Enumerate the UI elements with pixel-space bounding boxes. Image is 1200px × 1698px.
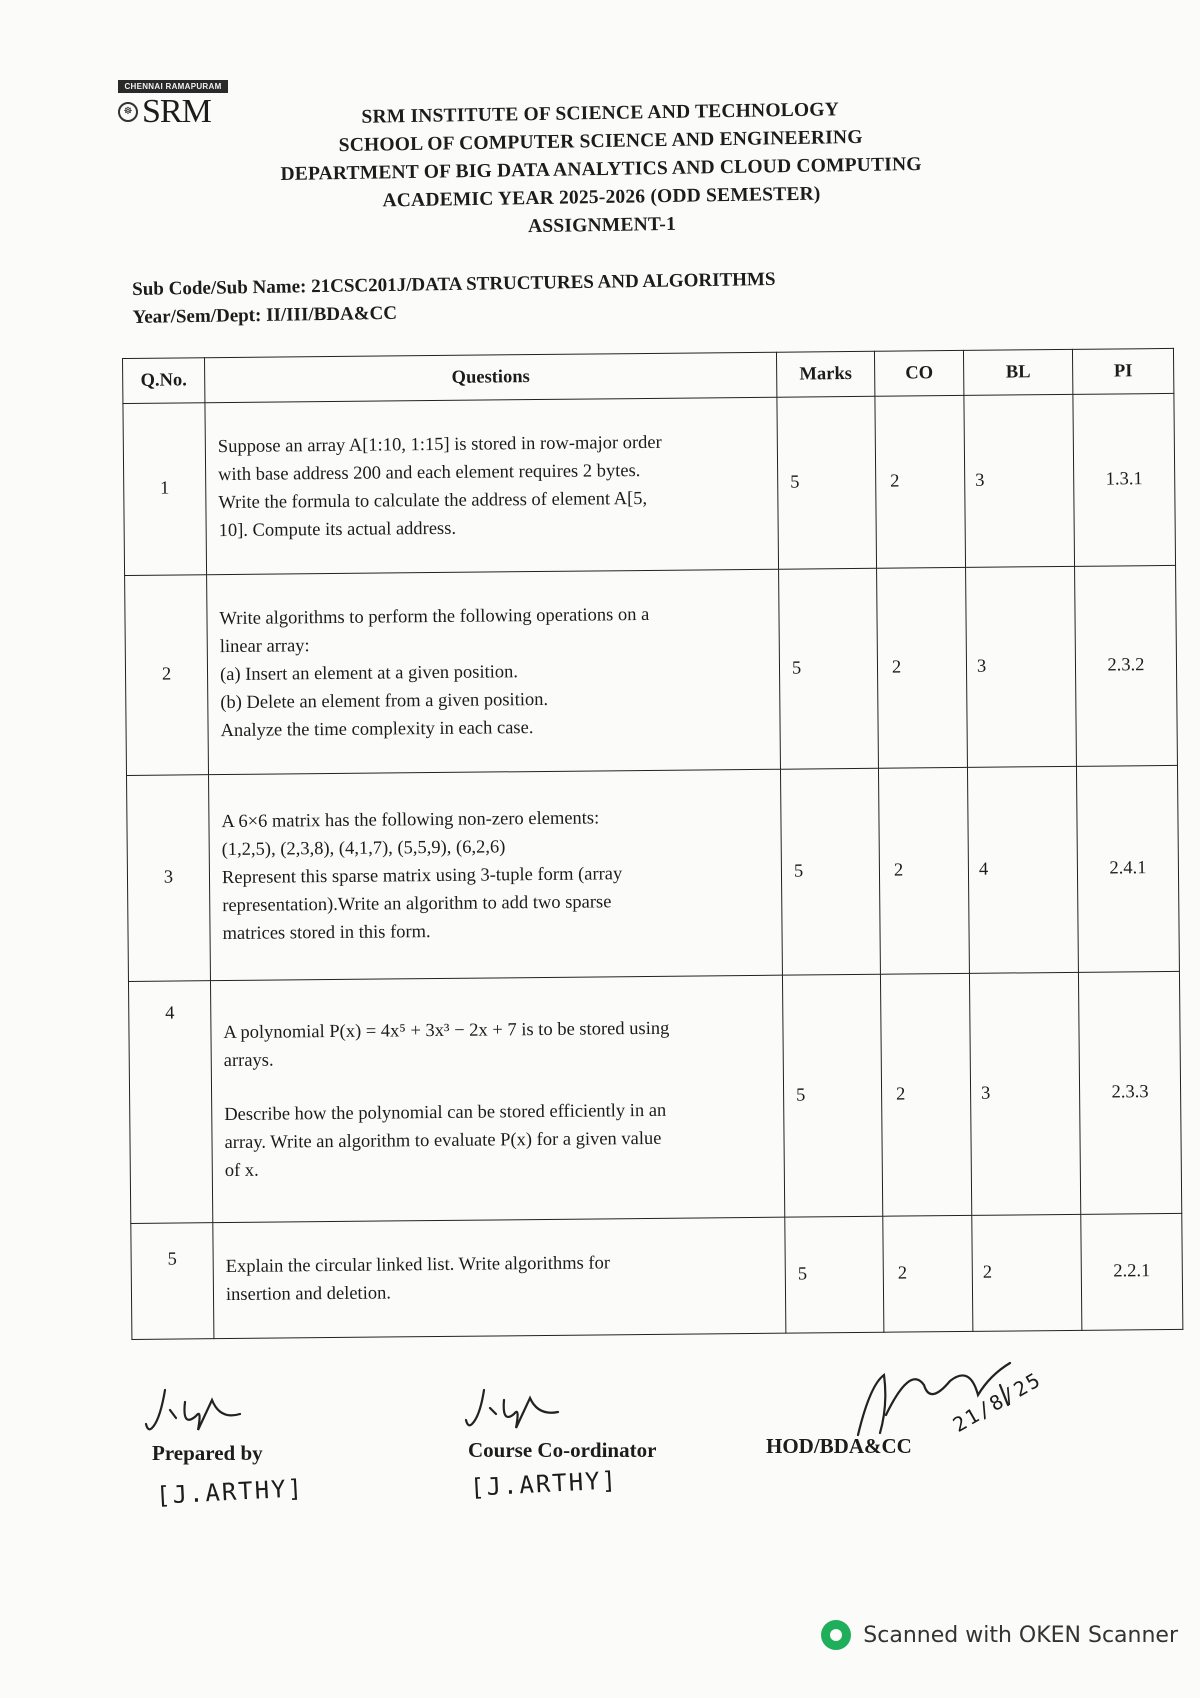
question-text (205, 397, 779, 574)
question-line: (b) Delete an element from a given position. (220, 689, 549, 713)
question-text (213, 1217, 786, 1338)
coordinator-name: [J.ARTHY] (469, 1466, 619, 1502)
question-line: insertion and deletion. (225, 1282, 392, 1305)
department-name: DEPARTMENT OF BIG DATA ANALYTICS AND CLOUD COMPUTING (280, 153, 922, 186)
hod-label: HOD/BDA&CC (766, 1434, 912, 1458)
marks-value: 5 (779, 568, 879, 769)
logo-name: SRM (142, 93, 211, 130)
scanner-text: Scanned with OKEN Scanner (863, 1622, 1178, 1648)
questions-table (122, 348, 1183, 1340)
bl-value: 4 (967, 766, 1078, 973)
header-questions: Questions (205, 352, 777, 402)
marks-value: 5 (780, 768, 880, 975)
srm-emblem-icon: ☸ (118, 102, 138, 122)
question-text (210, 975, 784, 1222)
bl-value: 3 (969, 972, 1080, 1215)
question-number: 4 (128, 981, 212, 1224)
scanner-watermark (821, 1620, 1178, 1650)
question-number: 2 (125, 575, 209, 776)
question-number: 5 (131, 1223, 214, 1340)
question-line: Suppose an array A[1:10, 1:15] is stored in row-major order (217, 432, 662, 457)
table-row (127, 765, 1180, 981)
bl-value: 3 (966, 566, 1077, 767)
assignment-title: ASSIGNMENT-1 (527, 213, 677, 238)
header-co: CO (874, 350, 963, 396)
question-line: arrays. (223, 1050, 274, 1071)
bl-value: 2 (972, 1214, 1082, 1331)
subject-info (132, 266, 776, 332)
pi-value: 2.3.2 (1075, 565, 1178, 766)
table-row (128, 971, 1181, 1223)
question-line: A polynomial P(x) = 4x⁵ + 3x³ − 2x + 7 is to be stored using (223, 1018, 670, 1043)
question-line: Represent this sparse matrix using 3-tuple form (array (221, 863, 623, 888)
question-line: matrices stored in this form. (222, 921, 431, 944)
document-header (0, 91, 1200, 250)
year-sem-dept-line: Year/Sem/Dept: II/III/BDA&CC (132, 302, 398, 328)
question-line: Write algorithms to perform the following operations on a (219, 604, 650, 629)
table-row (125, 565, 1178, 775)
coordinator-label: Course Co-ordinator (468, 1438, 657, 1462)
prepared-by-name: [J.ARTHY] (155, 1474, 305, 1510)
question-line: array. Write an algorithm to evaluate P(x) for a given value (224, 1128, 662, 1153)
marks-value: 5 (782, 974, 882, 1217)
question-text (209, 769, 783, 980)
question-line: with base address 200 and each element requires 2 bytes. (218, 460, 641, 485)
questions-table-wrapper (122, 348, 1183, 1340)
academic-year: ACADEMIC YEAR 2025-2026 (ODD SEMESTER) (382, 183, 821, 212)
header-marks: Marks (776, 351, 874, 397)
marks-value: 5 (785, 1216, 884, 1333)
question-line: Explain the circular linked list. Write algorithms for (225, 1252, 611, 1277)
question-line: Analyze the time complexity in each case. (220, 717, 534, 741)
pi-value: 1.3.1 (1073, 393, 1176, 566)
question-line: A 6×6 matrix has the following non-zero elements: (221, 807, 600, 832)
question-text (207, 569, 781, 774)
bl-value: 3 (964, 394, 1075, 567)
question-number: 3 (127, 775, 211, 982)
subject-code-line: Sub Code/Sub Name: 21CSC201J/DATA STRUCTURES AND ALGORITHMS (132, 268, 776, 300)
table-row (131, 1213, 1183, 1339)
marks-value: 5 (777, 396, 877, 569)
co-value: 2 (877, 567, 968, 768)
co-value: 2 (878, 767, 969, 974)
prepared-by-label: Prepared by (152, 1441, 263, 1465)
table-row (123, 393, 1176, 575)
co-value: 2 (880, 973, 971, 1216)
header-qno: Q.No. (123, 358, 205, 404)
institute-name: SRM INSTITUTE OF SCIENCE AND TECHNOLOGY (361, 99, 840, 128)
question-line: (1,2,5), (2,3,8), (4,1,7), (5,5,9), (6,2,6) (221, 836, 506, 860)
scanner-logo-icon (821, 1620, 851, 1650)
pi-value: 2.2.1 (1081, 1213, 1183, 1330)
pi-value: 2.4.1 (1076, 765, 1179, 972)
question-line: linear array: (219, 635, 310, 657)
school-name: SCHOOL OF COMPUTER SCIENCE AND ENGINEERING (338, 126, 863, 157)
question-line: Write the formula to calculate the address of element A[5, (218, 488, 648, 513)
question-line: 10]. Compute its actual address. (218, 518, 457, 541)
header-bl: BL (963, 349, 1072, 395)
question-line: Describe how the polynomial can be stored efficiently in an (224, 1100, 667, 1125)
co-value: 2 (883, 1215, 973, 1332)
pi-value: 2.3.3 (1078, 971, 1181, 1214)
header-pi: PI (1072, 348, 1173, 394)
question-line: representation).Write an algorithm to add two sparse (222, 891, 612, 916)
question-line: (a) Insert an element at a given position. (219, 661, 519, 685)
logo-campus-label: CHENNAI RAMAPURAM (118, 80, 228, 93)
question-number: 1 (123, 403, 207, 576)
hod-date: 21/8/25 (948, 1367, 1046, 1437)
co-value: 2 (875, 395, 966, 568)
question-line: of x. (224, 1160, 259, 1181)
